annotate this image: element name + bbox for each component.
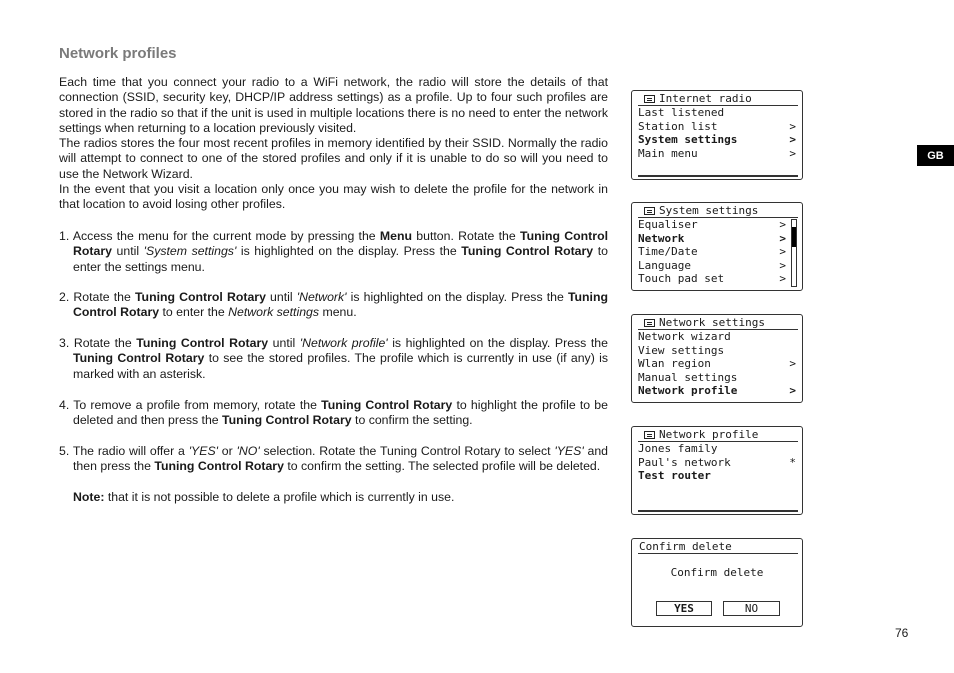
step-5: 5. The radio will offer a 'YES' or 'NO' selection. Rotate the Tuning Control Rotary to select 'YES' and then press the Tuning Control Rotary to confirm the setting. The selected profile will be deleted. [59,444,608,474]
scrollbar [791,219,797,287]
intro-paragraph-1: Each time that you connect your radio to a WiFi network, the radio will store the details of that connection (SSID, security key, DHCP/IP address settings) as a profile. Up to four such profiles are stored in the radio so that if the unit is used in multiple locations there is no need to enter the network settings when returning to a location previously visited. [59,75,608,136]
menu-row-view-settings: View settings [638,343,725,357]
screen-network-settings [631,314,803,403]
screen-bottom-rule [638,175,798,177]
profile-row-test-router: Test router [638,469,711,482]
intro-paragraph-2: The radios stores the four most recent profiles in memory identified by their SSID. Normally the radio will attempt to connect to one of the stored profiles and only if it is unable to do so will you need to use the Network Wizard. [59,136,608,181]
page-number: 76 [895,626,909,640]
scrollbar-thumb [792,227,796,247]
menu-row-main-menu: Main menu > [638,146,796,160]
step-1: 1. Access the menu for the current mode by pressing the Menu button. Rotate the Tuning Control Rotary until 'System settings' is highlighted on the display. Press the Tuning Control Rotary to enter the settings menu. [59,229,608,274]
profile-row-jones-family: Jones family [638,442,718,455]
menu-row-network-profile: Network profile > [638,384,796,397]
section-title: Network profiles [59,45,177,62]
screen-title: Confirm delete [639,540,732,553]
in-use-asterisk: * [789,455,796,469]
language-tab: GB [917,145,954,166]
menu-list-icon [644,431,655,439]
menu-row-system-settings: System settings > [638,133,796,146]
step-5-note: Note: that it is not possible to delete a profile which is currently in use. [73,490,455,504]
screen-title: System settings [659,204,759,217]
menu-list-icon [644,207,655,215]
screen-title: Network settings [659,316,765,329]
screen-title: Network profile [659,428,759,441]
menu-list-icon [644,319,655,327]
menu-row-network-wizard: Network wizard [638,330,731,343]
menu-list-icon [644,95,655,103]
menu-row-time-date: Time/Date > [638,245,786,258]
confirm-message: Confirm delete [670,566,764,579]
intro-paragraph-3: In the event that you visit a location only once you may wish to delete the profile for the network in that location to avoid losing other profiles. [59,182,608,212]
step-4: 4. To remove a profile from memory, rotate the Tuning Control Rotary to highlight the profile to be deleted and then press the Tuning Control Rotary to confirm the setting. [59,398,608,428]
screen-title: Internet radio [659,92,752,105]
menu-row-equaliser: Equaliser > [638,218,786,231]
menu-row-language: Language > [638,258,786,272]
screen-network-profile [631,426,803,515]
menu-row-manual-settings: Manual settings [638,370,738,384]
menu-row-last-listened: Last listened [638,106,725,119]
step-3: 3. Rotate the Tuning Control Rotary until 'Network profile' is highlighted on the display. Press the Tuning Control Rotary to see the stored profiles. The profile which is currently in use (if any) is marked with an asterisk. [59,336,608,381]
no-button: NO [723,601,780,616]
menu-row-station-list: Station list > [638,119,796,133]
screen-confirm-delete [631,538,803,627]
yes-button: YES [656,601,712,616]
menu-row-touch-pad-set: Touch pad set > [638,272,786,285]
screen-internet-radio [631,90,803,180]
profile-row-pauls-network: Paul's network * [638,455,796,469]
menu-row-wlan-region: Wlan region > [638,357,796,370]
menu-row-network: Network > [638,231,786,245]
screen-bottom-rule [638,510,798,512]
step-2: 2. Rotate the Tuning Control Rotary until 'Network' is highlighted on the display. Press the Tuning Control Rotary to enter the Network settings menu. [59,290,608,320]
screen-system-settings [631,202,803,291]
